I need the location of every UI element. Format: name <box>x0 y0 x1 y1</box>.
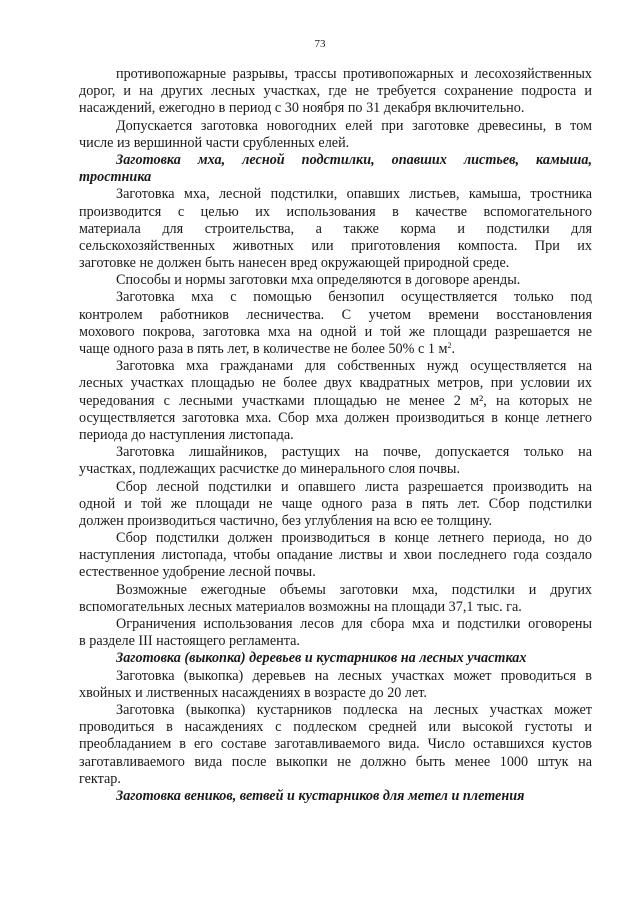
text-line: осуществляется заготовка мха. Сбор мха должен производиться в конце летнего <box>79 409 592 426</box>
paragraph <box>79 289 592 358</box>
paragraph <box>79 186 592 272</box>
paragraph <box>79 118 592 152</box>
text-line: Допускается заготовка новогодних елей при заготовке древесины, в том <box>116 117 592 134</box>
text-line: периода до наступления листопада. <box>79 426 294 443</box>
text-line: мохового покрова, заготовка мха на одной и той же площади разрешается не <box>79 323 592 340</box>
paragraph <box>79 272 592 289</box>
text-line: дорог, и на других лесных участках, где не требуется сохранение подроста и <box>79 83 592 100</box>
text-line: заготовке не должен быть нанесен вред окружающей природной среде. <box>79 255 510 272</box>
text-line: производится с целью их использования в качестве вспомогательного <box>79 203 592 220</box>
text-line: Заготовка лишайников, растущих на почве, допускается только на <box>116 444 592 461</box>
text-line: лесных участках площадью не более двух квадратных метров, при условии их <box>79 375 592 392</box>
text-line: Заготовка веников, ветвей и кустарников для метел и плетения <box>116 787 525 804</box>
text-line: Заготовка мха, лесной подстилки, опавших листьев, камыша, тростника <box>116 186 592 203</box>
text-line: преобладанием в его составе заготавливаемого вида. Число оставшихся кустов <box>79 736 592 753</box>
paragraph <box>79 479 592 531</box>
text-line: должен производиться частично, без углубления на всю ее толщину. <box>79 512 493 529</box>
paragraph <box>79 530 592 582</box>
superscript: 2 <box>447 341 452 350</box>
paragraph <box>79 668 592 702</box>
text-line: Способы и нормы заготовки мха определяются в договоре аренды. <box>116 272 521 289</box>
text-line: Ограничения использования лесов для сбора мха и подстилки оговорены <box>116 616 592 632</box>
text-line: Заготовка мха гражданами для собственных нужд осуществляется на <box>116 358 592 375</box>
text-line: Заготовка мха, лесной подстилки, опавших листьев, камыша, <box>116 151 592 168</box>
text-line: гектар. <box>79 770 121 787</box>
text-line: Сбор лесной подстилки и опавшего листа разрешается производить на <box>116 478 592 495</box>
page-number: 73 <box>314 38 326 50</box>
text-line: насаждений, ежегодно в период с 30 ноября по 31 декабря включительно. <box>79 100 525 117</box>
text-line: чаще одного раза в пять лет, в количестве не более 50% с 1 $м^2$. <box>79 341 456 357</box>
text-line: Сбор подстилки должен производиться в конце летнего периода, но до <box>116 530 592 547</box>
text-line: чередования с лесными участками площадью не менее 2 м², на которых не <box>79 392 592 409</box>
paragraph <box>79 358 592 444</box>
paragraph <box>79 582 592 616</box>
text-line: хвойных и лиственных насаждениях в возрасте до 20 лет. <box>79 684 427 701</box>
text-line: в разделе III настоящего регламента. <box>79 633 300 650</box>
document-body <box>79 66 592 805</box>
text-line: числе из вершинной части срубленных елей. <box>79 134 350 151</box>
text-line: сельскохозяйственных животных или приготовления компоста. При их <box>79 237 592 254</box>
text-line: Заготовка (выкопка) деревьев и кустарников на лесных участках <box>116 650 527 667</box>
section-heading <box>79 152 592 186</box>
text-line: Заготовка (выкопка) деревьев на лесных участках может проводиться в <box>116 667 592 684</box>
section-heading <box>79 650 592 667</box>
text-line: тростника <box>79 169 152 186</box>
punctuation: . <box>451 341 456 357</box>
text-line: участках, подлежащих расчистке до минерального слоя почвы. <box>79 461 461 478</box>
section-heading <box>79 788 592 805</box>
text-line: проводиться в насаждениях с подлеском средней или высокой густоты и <box>79 719 592 736</box>
text-line: контролем работников лесничества. С учетом времени восстановления <box>79 306 592 323</box>
text-line: наступления листопада, чтобы опадание листвы и хвои последнего года создало <box>79 547 592 564</box>
paragraph <box>79 616 592 650</box>
text-line: материала для строительства, а также корма и подстилки для <box>79 220 592 237</box>
text-line: вспомогательных лесных материалов возможны на площади 37,1 тыс. га. <box>79 598 522 615</box>
text-line: Заготовка (выкопка) кустарников подлеска на лесных участках может <box>116 701 592 718</box>
text-line: Возможные ежегодные объемы заготовки мха, подстилки и других <box>116 581 592 598</box>
text-line: Заготовка мха с помощью бензопил осуществляется только под <box>116 289 592 306</box>
text-line: естественное удобрение лесной почвы. <box>79 564 316 581</box>
paragraph <box>79 702 592 788</box>
text-line: противопожарные разрывы, трассы противопожарных и лесохозяйственных <box>116 66 592 82</box>
text-line: заготавливаемого вида после выкопки не должно быть менее 1000 штук на <box>79 753 592 770</box>
paragraph <box>79 444 592 478</box>
paragraph <box>79 66 592 118</box>
text-line: одной и той же площади не чаще одного раза в пять лет. Сбор подстилки <box>79 495 592 512</box>
